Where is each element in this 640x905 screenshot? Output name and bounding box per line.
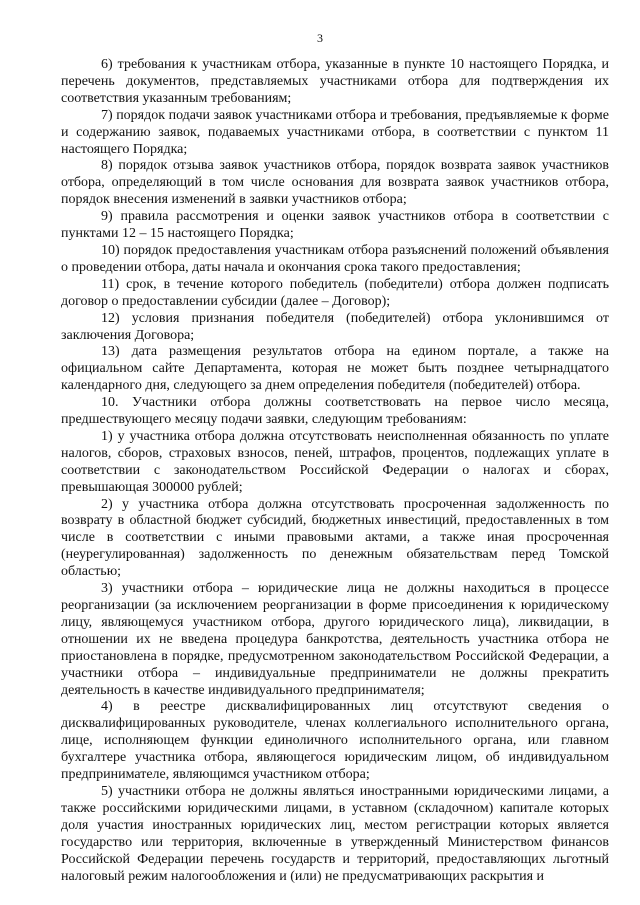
- paragraph-requirement-3: 3) участники отбора – юридические лица не должны находиться в процессе реорганизации (за исключением реорганизации в форме присоединения к юридическому лицу, являющемуся участником отбора, другого юридического лица), ликвидации, в отношении их не введена процедура банкротства, деятельность участника отбора не приостановлена в порядке, предусмотренном законодательством Российской Федерации, а участники отбора – индивидуальные предприниматели не должны прекратить деятельность в качестве индивидуального предпринимателя;: [61, 581, 609, 698]
- paragraph-item-12: 12) условия признания победителя (победителей) отбора уклонившимся от заключения Договора;: [61, 310, 609, 343]
- paragraph-item-10: 10) порядок предоставления участникам отбора разъяснений положений объявления о проведении отбора, даты начала и окончания срока такого предоставления;: [61, 242, 609, 275]
- document-body: [61, 57, 609, 885]
- paragraph-point-10: 10. Участники отбора должны соответствовать на первое число месяца, предшествующего месяцу подачи заявки, следующим требованиям:: [61, 395, 609, 428]
- paragraph-item-6: 6) требования к участникам отбора, указанные в пункте 10 настоящего Порядка, и перечень документов, представляемых участниками отбора для подтверждения их соответствия указанным требованиям;: [61, 57, 609, 106]
- paragraph-item-9: 9) правила рассмотрения и оценки заявок участников отбора в соответствии с пунктами 12 – 15 настоящего Порядка;: [61, 209, 609, 242]
- paragraph-requirement-5: 5) участники отбора не должны являться иностранными юридическими лицами, а также российскими юридическими лицами, в уставном (складочном) капитале которых доля участия иностранных юридических лиц, местом регистрации которых является государство или территория, включенные в утвержденный Министерством финансов Российской Федерации перечень государств и территорий, предоставляющих льготный налоговый режим налогообложения и (или) не предусматривающих раскрытия и: [61, 783, 609, 884]
- page-number: 3: [317, 31, 323, 45]
- paragraph-requirement-4: 4) в реестре дисквалифицированных лиц отсутствуют сведения о дисквалифицированных руководителе, членах коллегиального исполнительного органа, лице, исполняющем функции единоличного исполнительного органа, или главном бухгалтере участника отбора, являющегося юридическим лицом, об индивидуальном предпринимателе, являющимся участником отбора;: [61, 699, 609, 783]
- paragraph-item-8: 8) порядок отзыва заявок участников отбора, порядок возврата заявок участников отбора, определяющий в том числе основания для возврата заявок участников отбора, порядок внесения изменений в заявки участников отбора;: [61, 158, 609, 208]
- paragraph-item-11: 11) срок, в течение которого победитель (победители) отбора должен подписать договор о предоставлении субсидии (далее – Договор);: [61, 276, 609, 309]
- paragraph-item-13: 13) дата размещения результатов отбора на едином портале, а также на официальном сайте Департамента, которая не может быть позднее четырнадцатого календарного дня, следующего за днем определения победителя (победителей) отбора.: [61, 344, 609, 394]
- paragraph-item-7: 7) порядок подачи заявок участниками отбора и требования, предъявляемые к форме и содержанию заявок, подаваемых участниками отбора, в соответствии с пунктом 11 настоящего Порядка;: [61, 107, 609, 157]
- paragraph-requirement-2: 2) у участника отбора должна отсутствовать просроченная задолженность по возврату в областной бюджет субсидий, бюджетных инвестиций, предоставленных в том числе в соответствии с иными правовыми актами, а также иная просроченная (неурегулированная) задолженность по денежным обязательствам перед Томской областью;: [61, 496, 609, 580]
- paragraph-requirement-1: 1) у участника отбора должна отсутствовать неисполненная обязанность по уплате налогов, сборов, страховых взносов, пеней, штрафов, процентов, подлежащих уплате в соответствии с законодательством Российской Федерации о налогах и сборах, превышающая 300000 рублей;: [61, 428, 609, 495]
